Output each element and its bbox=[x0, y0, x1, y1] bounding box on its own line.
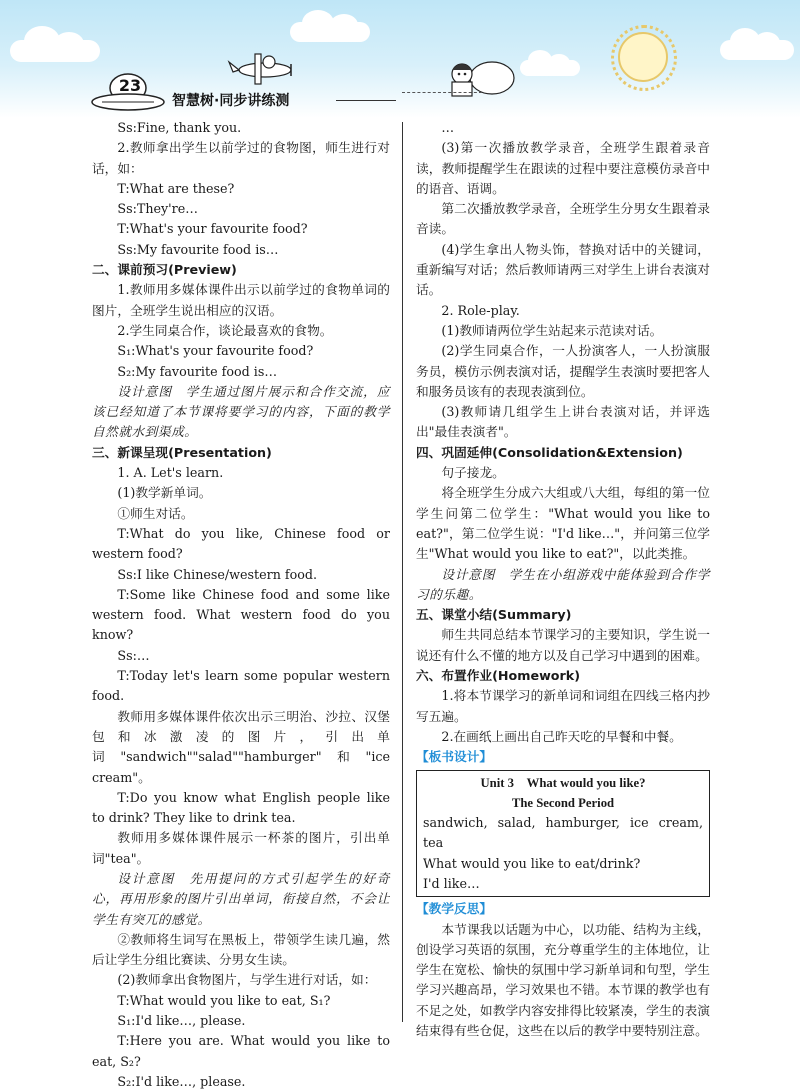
section-heading: 五、课堂小结(Summary) bbox=[416, 607, 572, 623]
paragraph: 1.将本节课学习的新单词和词组在四线三格内抄写五遍。 bbox=[416, 688, 710, 724]
sun-icon bbox=[618, 32, 668, 82]
design-intent-note: 设计意图 先用提问的方式引起学生的好奇心，再用形象的图片引出单词，衔接自然，不会让学生有突兀的感觉。 bbox=[92, 870, 390, 927]
board-subtitle: The Second Period bbox=[511, 795, 615, 810]
paragraph: Ss:… bbox=[117, 647, 150, 663]
children-illustration bbox=[440, 52, 520, 102]
paragraph: 2. Role-play. bbox=[441, 302, 520, 318]
page-number: 23 bbox=[118, 76, 142, 95]
airplane-illustration bbox=[225, 48, 305, 88]
paragraph: (3)第一次播放教学录音，全班学生跟着录音读，教师提醒学生在跟读的过程中要注意模仿录音中的语音、语调。 bbox=[416, 140, 710, 196]
paragraph: (1)教学新单词。 bbox=[117, 485, 212, 501]
paragraph: T:Some like Chinese food and some like western food. What western food do you know? bbox=[92, 586, 390, 643]
header-dashed-line bbox=[402, 92, 482, 93]
paragraph: 1. A. Let's learn. bbox=[117, 465, 224, 481]
cloud-decoration bbox=[10, 40, 100, 62]
paragraph: 2.教师拿出学生以前学过的食物图，师生进行对话，如： bbox=[92, 140, 390, 176]
paragraph: 师生共同总结本节课学习的主要知识，学生说一说还有什么不懂的地方以及自己学习中遇到的困难。 bbox=[416, 627, 710, 663]
paragraph: 第二次播放教学录音，全班学生分男女生跟着录音读。 bbox=[416, 201, 710, 237]
paragraph: S₁:I'd like…, please. bbox=[117, 1013, 246, 1029]
right-column bbox=[416, 118, 710, 1041]
paragraph: T:Do you know what English people like to drink? They like to drink tea. bbox=[92, 789, 390, 826]
board-line: sandwich, salad, hamburger, ice cream, tea bbox=[423, 815, 703, 851]
paragraph: (3)教师请几组学生上讲台表演对话，并评选出"最佳表演者"。 bbox=[416, 404, 710, 440]
paragraph: 将全班学生分成六大组或八大组，每组的第一位学生问第二位学生："What would you like to eat?"，第二位学生说："I'd like…"，并问第三位学生"What would you like to eat?"，以此类推。 bbox=[416, 485, 710, 562]
paragraph: S₂:I'd like…, please. bbox=[117, 1073, 246, 1089]
paragraph: T:What are these? bbox=[117, 180, 235, 196]
reflection-label: 【教学反思】 bbox=[416, 901, 493, 917]
paragraph: (1)教师请两位学生站起来示范读对话。 bbox=[441, 322, 663, 338]
reflection-text: 本节课我以话题为中心，以功能、结构为主线，创设学习英语的氛围，充分尊重学生的主体地位，让学生在宽松、愉快的氛围中学习新单词和句型，学生学习兴趣高昂，学习效果也不错。本节课的教学也有不足之处，如教学内容安排得比较紧凑，学生的表演结束得有些仓促，这些在以后的教学中要特别注意。 bbox=[416, 921, 710, 1039]
section-heading: 三、新课呈现(Presentation) bbox=[92, 444, 272, 460]
paragraph: … bbox=[441, 120, 455, 135]
column-divider bbox=[402, 122, 403, 1022]
board-line: I'd like… bbox=[423, 875, 480, 891]
paragraph: T:What do you like, Chinese food or western food? bbox=[92, 525, 390, 562]
paragraph: 教师用多媒体课件展示一杯茶的图片，引出单词"tea"。 bbox=[92, 830, 390, 866]
paragraph: ①师生对话。 bbox=[117, 505, 194, 521]
header-rule bbox=[336, 100, 396, 101]
paragraph: S₁:What's your favourite food? bbox=[117, 343, 314, 359]
paragraph: S₂:My favourite food is… bbox=[117, 363, 278, 379]
design-intent-note: 设计意图 学生通过图片展示和合作交流，应该已经知道了本节课将要学习的内容，下面的教学自然就水到渠成。 bbox=[92, 383, 390, 440]
design-intent-note: 设计意图 学生在小组游戏中能体验到合作学习的乐趣。 bbox=[416, 566, 710, 602]
paragraph: 2.学生同桌合作，谈论最喜欢的食物。 bbox=[117, 322, 333, 338]
paragraph: (2)学生同桌合作，一人扮演客人，一人扮演服务员，模仿示例表演对话，提醒学生表演时要把客人和服务员该有的表现表演到位。 bbox=[416, 343, 710, 399]
page-header bbox=[0, 0, 800, 118]
paragraph: 2.在画纸上画出自己昨天吃的早餐和中餐。 bbox=[441, 728, 682, 744]
paragraph: Ss:They're… bbox=[117, 201, 198, 217]
board-design-box bbox=[416, 770, 710, 898]
cloud-decoration bbox=[520, 60, 580, 76]
paragraph: Ss:Fine, thank you. bbox=[117, 120, 242, 135]
paragraph: Ss:My favourite food is… bbox=[117, 241, 279, 257]
paragraph: 1.教师用多媒体课件出示以前学过的食物单词的图片，全班学生说出相应的汉语。 bbox=[92, 282, 390, 318]
section-heading: 六、布置作业(Homework) bbox=[416, 668, 581, 684]
left-column bbox=[92, 118, 390, 1092]
paragraph: T:Here you are. What would you like to eat, S₂? bbox=[92, 1033, 390, 1069]
board-design-label: 【板书设计】 bbox=[416, 749, 493, 765]
cloud-decoration bbox=[720, 40, 794, 60]
paragraph: T:What would you like to eat, S₁? bbox=[117, 992, 331, 1008]
section-heading: 二、课前预习(Preview) bbox=[92, 262, 237, 278]
board-title: Unit 3 What would you like? bbox=[480, 775, 646, 790]
section-heading: 四、巩固延伸(Consolidation&Extension) bbox=[416, 444, 683, 460]
board-line: What would you like to eat/drink? bbox=[423, 855, 641, 871]
paragraph: (4)学生拿出人物头饰，替换对话中的关键词，重新编写对话；然后教师请两三对学生上讲台表演对话。 bbox=[416, 241, 710, 298]
paragraph: 句子接龙。 bbox=[441, 465, 505, 481]
paragraph: Ss:I like Chinese/western food. bbox=[117, 566, 318, 582]
paragraph: T:What's your favourite food? bbox=[117, 221, 308, 237]
paragraph: T:Today let's learn some popular western food. bbox=[92, 668, 390, 704]
paragraph: (2)教师拿出食物图片，与学生进行对话，如： bbox=[117, 972, 377, 988]
paragraph: ②教师将生词写在黑板上，带领学生读几遍，然后让学生分组比赛读、分男女生读。 bbox=[92, 931, 390, 968]
book-title: 智慧树·同步讲练测 bbox=[172, 93, 290, 109]
cloud-decoration bbox=[290, 22, 370, 42]
paragraph: 教师用多媒体课件依次出示三明治、沙拉、汉堡包和冰激凌的图片，引出单词"sandwich""salad""hamburger"和"ice cream"。 bbox=[92, 708, 390, 785]
